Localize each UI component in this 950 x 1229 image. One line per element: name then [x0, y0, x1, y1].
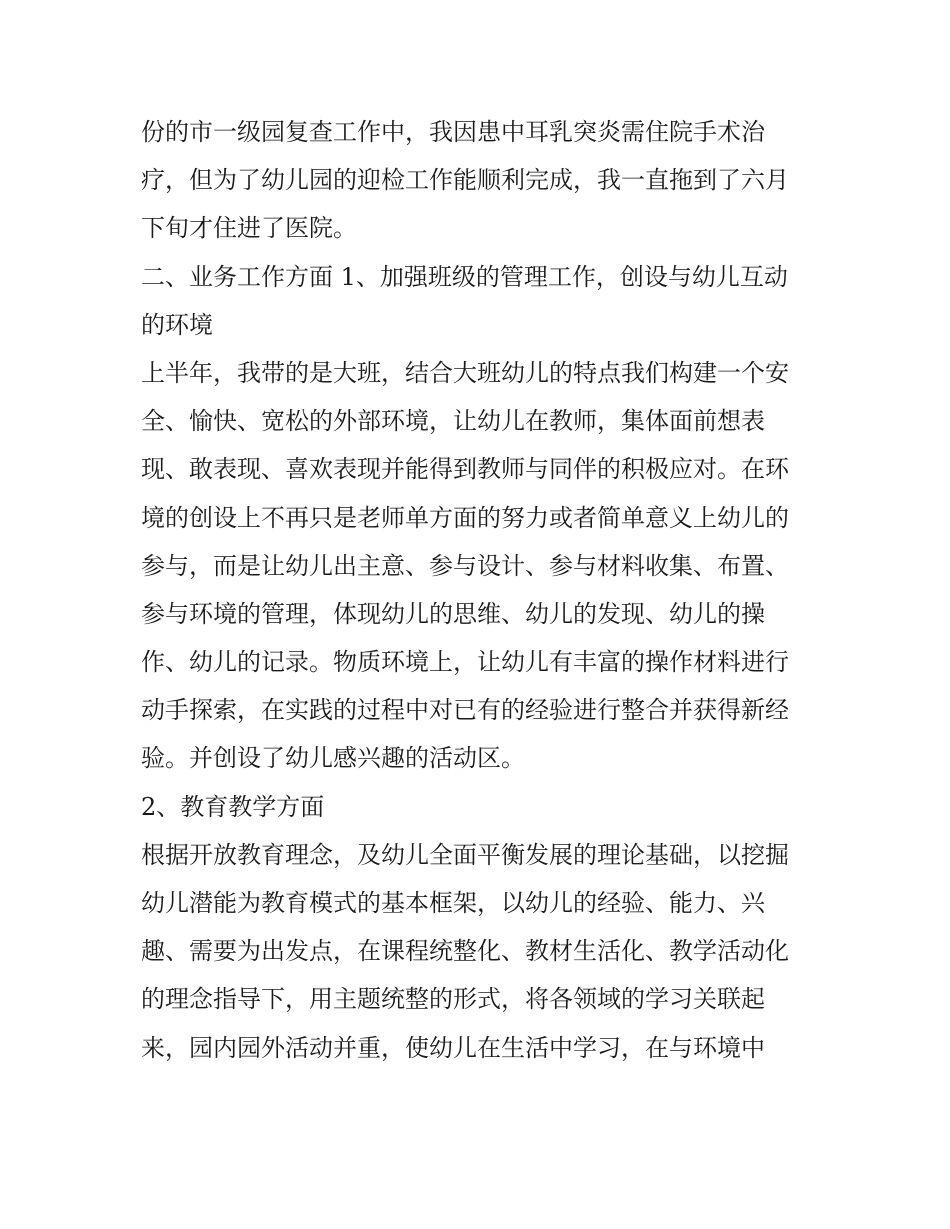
- text-line: 份的市一级园复查工作中，我因患中耳乳突炎需住院手术治: [141, 118, 765, 146]
- section-heading-line: 二、业务工作方面 1、加强班级的管理工作，创设与幼儿互动: [141, 262, 788, 291]
- text-line: 趣、需要为出发点，在课程统整化、教材生活化、教学活动化: [141, 937, 789, 966]
- section-heading-line: 的环境: [141, 310, 213, 339]
- text-line: 验。并创设了幼儿感兴趣的活动区。: [141, 744, 525, 773]
- text-line: 来，园内园外活动并重，使幼儿在生活中学习，在与环境中: [141, 1033, 765, 1062]
- text-line: 疗，但为了幼儿园的迎检工作能顺利完成，我一直拖到了六月: [141, 166, 789, 195]
- text-line: 参与环境的管理，体现幼儿的思维、幼儿的发现、幼儿的操: [141, 599, 765, 628]
- text-line: 境的创设上不再只是老师单方面的努力或者简单意义上幼儿的: [141, 503, 789, 532]
- text-line: 动手探索，在实践的过程中对已有的经验进行整合并获得新经: [141, 696, 789, 725]
- text-line: 参与，而是让幼儿出主意、参与设计、参与材料收集、布置、: [141, 551, 789, 580]
- text-line: 的理念指导下，用主题统整的形式，将各领域的学习关联起: [141, 985, 765, 1014]
- text-line: 现、敢表现、喜欢表现并能得到教师与同伴的积极应对。在环: [141, 455, 789, 484]
- text-line: 上半年，我带的是大班，结合大班幼儿的特点我们构建一个安: [141, 358, 789, 387]
- text-line: 全、愉快、宽松的外部环境，让幼儿在教师，集体面前想表: [141, 407, 765, 436]
- text-line: 下旬才住进了医院。: [141, 214, 357, 243]
- text-line: 根据开放教育理念，及幼儿全面平衡发展的理论基础，以挖掘: [141, 840, 789, 869]
- text-line: 作、幼儿的记录。物质环境上，让幼儿有丰富的操作材料进行: [141, 648, 789, 677]
- subsection-heading-line: 2、教育教学方面: [141, 792, 325, 821]
- text-line: 幼儿潜能为教育模式的基本框架，以幼儿的经验、能力、兴: [141, 889, 765, 917]
- document-body: [141, 108, 821, 1072]
